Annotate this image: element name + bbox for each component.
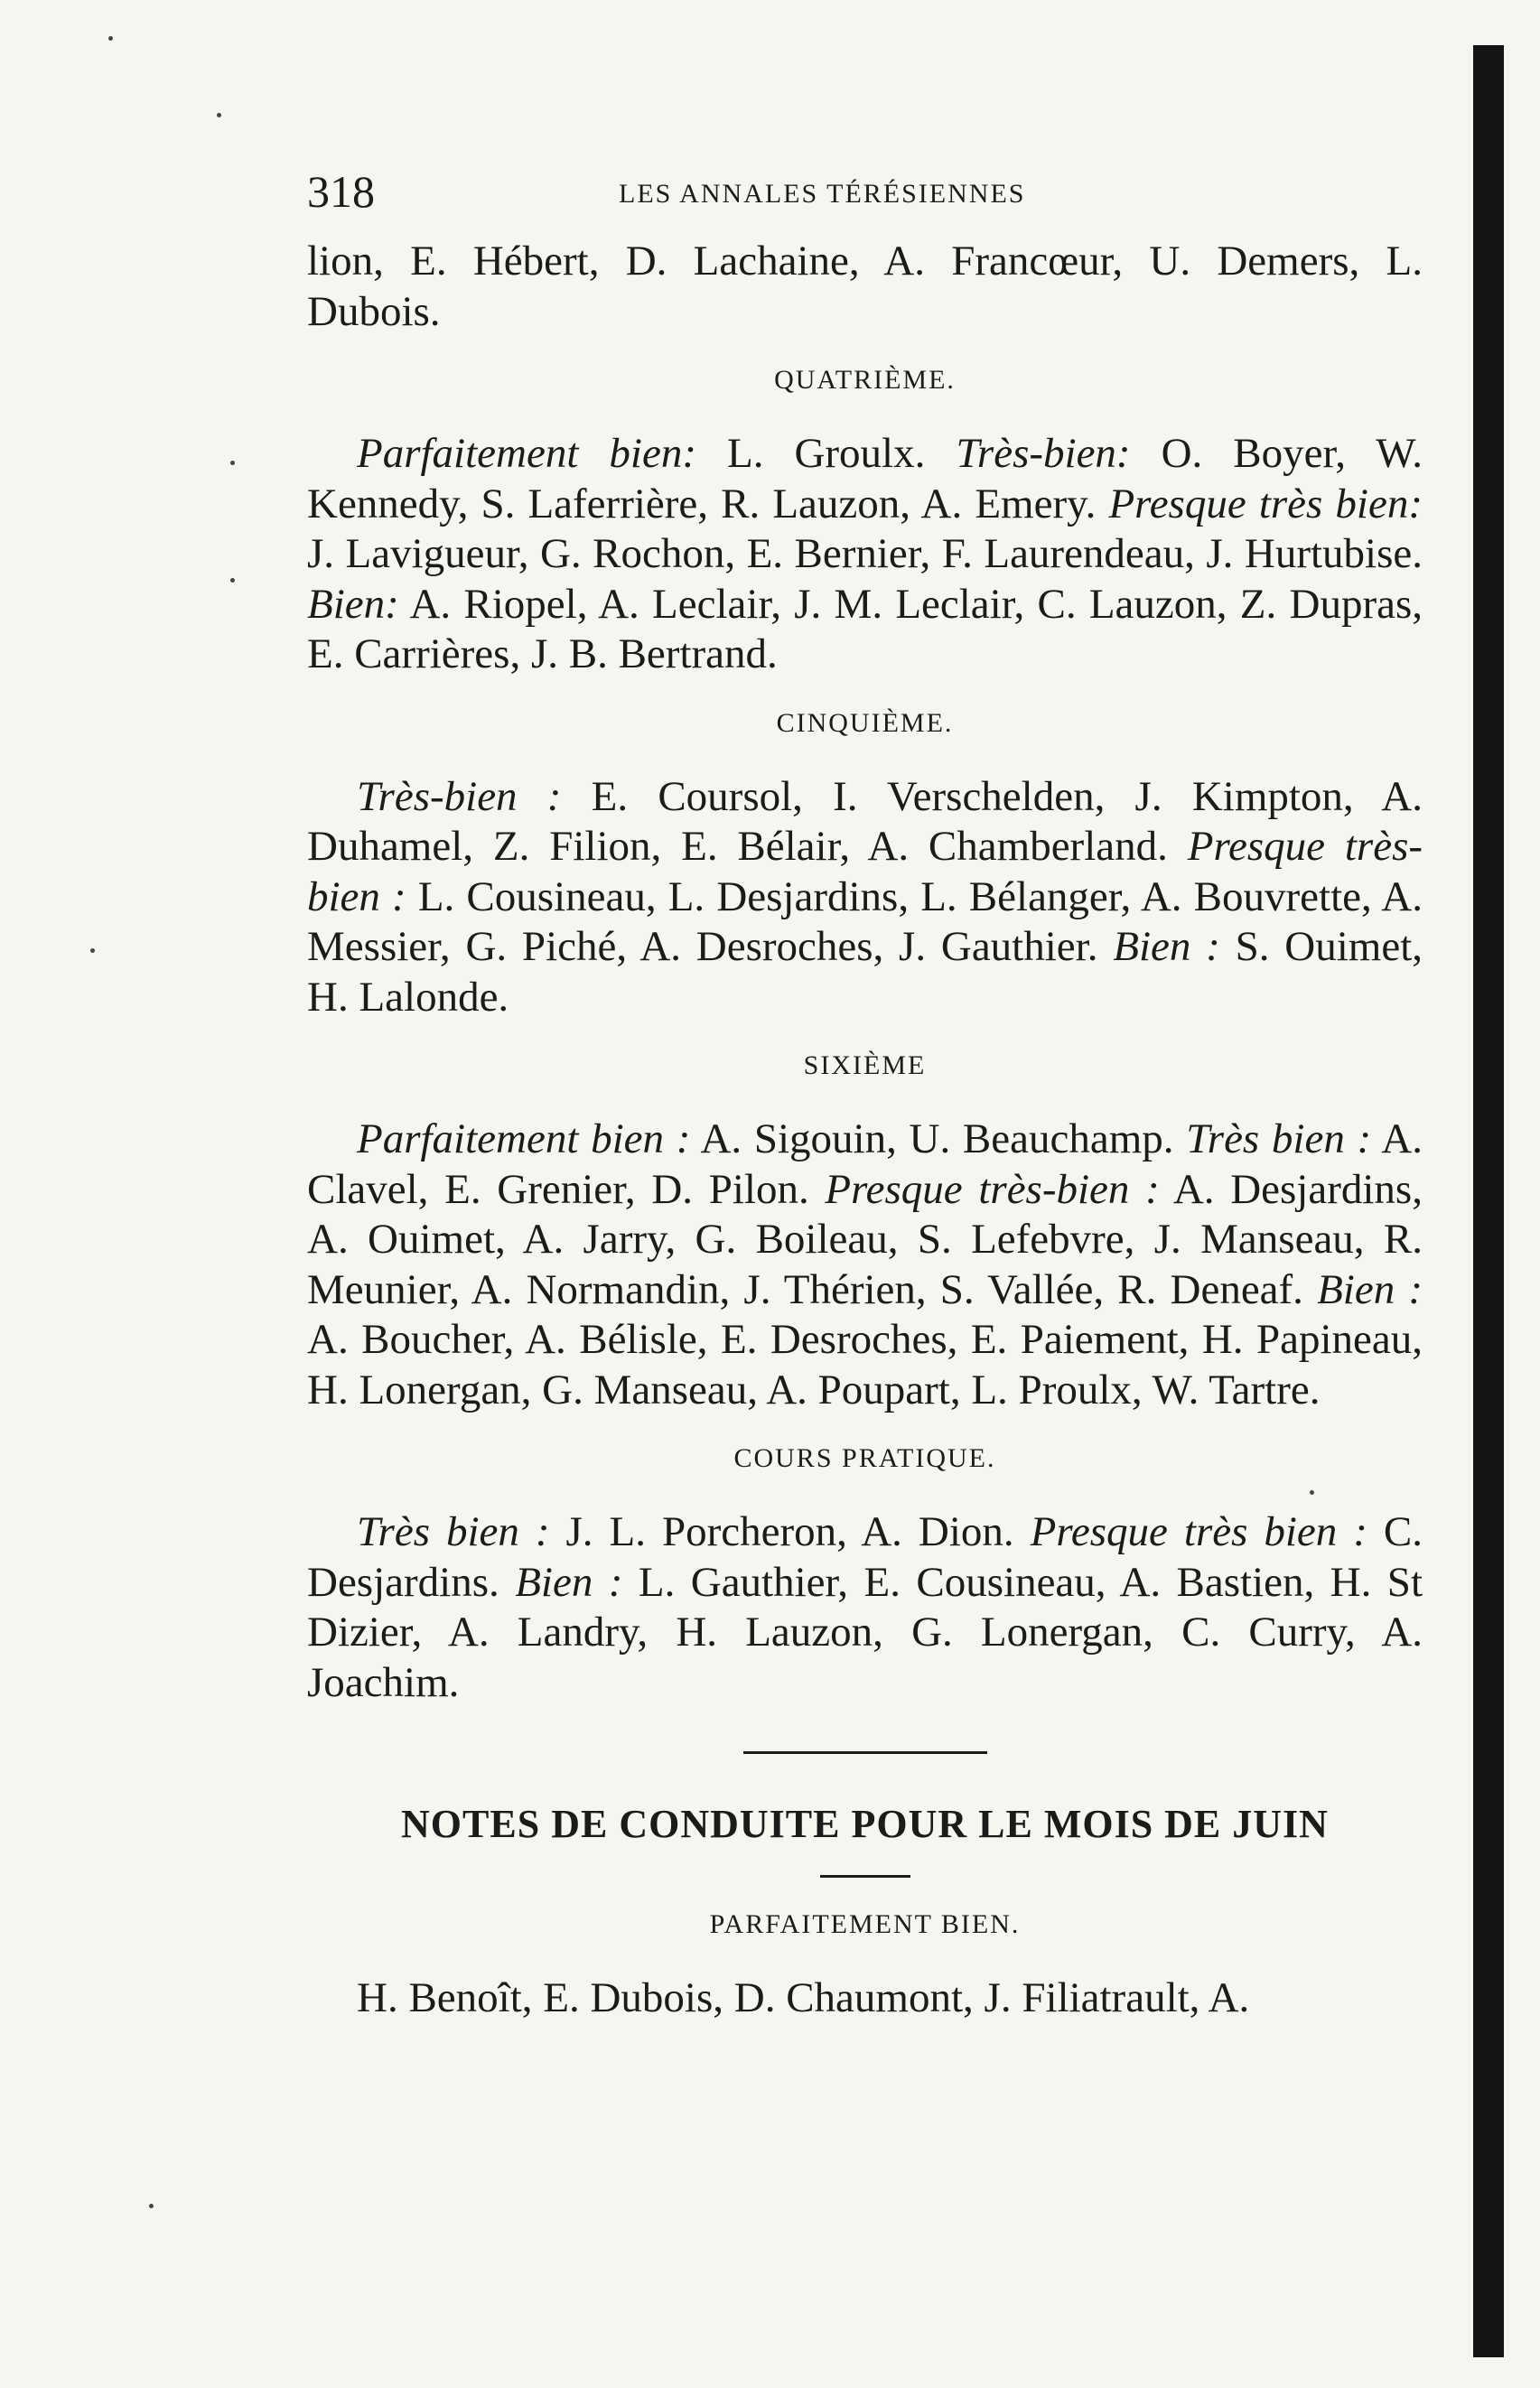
- conduite-paragraph: H. Benoît, E. Dubois, D. Chaumont, J. Filiatrault, A.: [357, 1974, 1250, 2021]
- grade-names: O. Boyer, W. Kennedy, S. Laferrière, R. Lauzon, A. Emery.: [307, 430, 1423, 527]
- cinquieme-paragraph: [307, 772, 1423, 1023]
- grade-names: C. Desjardins.: [307, 1508, 1423, 1606]
- scan-speck: [108, 36, 113, 41]
- grade-names: A. Desjardins, A. Ouimet, A. Jarry, G. Boileau, S. Lefebvre, J. Manseau, R. Meunier, A. Normandin, J. Thérien, S. Vallée, R. Deneaf.: [307, 1165, 1423, 1313]
- grade-names: J. L. Porcheron, A. Dion.: [549, 1508, 1031, 1555]
- grade-names: L. Groulx.: [695, 430, 957, 477]
- grade-names: A. Sigouin, U. Beauchamp.: [690, 1115, 1187, 1162]
- quatrieme-paragraph: [307, 429, 1423, 680]
- grade-label: Très-bien:: [956, 430, 1131, 477]
- scan-speck: [90, 948, 95, 953]
- grade-label: Presque très bien :: [1030, 1508, 1367, 1555]
- grade-label: Bien :: [515, 1558, 623, 1606]
- grade-names: A. Riopel, A. Leclair, J. M. Leclair, C. Lauzon, Z. Dupras, E. Carrières, J. B. Bertrand.: [307, 580, 1423, 677]
- page-number: 318: [307, 166, 375, 217]
- running-title: LES ANNALES TÉRÉSIENNES: [619, 179, 1026, 209]
- grade-names: E. Coursol, I. Verschelden, J. Kimpton, A. Duhamel, Z. Filion, E. Bélair, A. Chamberland.: [307, 772, 1423, 870]
- grade-label: Presque très-bien :: [307, 823, 1423, 920]
- grade-names: A. Boucher, A. Bélisle, E. Desroches, E. Paiement, H. Papineau, H. Lonergan, G. Manseau, A. Poupart, L. Proulx, W. Tartre.: [307, 1316, 1423, 1413]
- section-heading-cours-pratique: COURS PRATIQUE.: [733, 1443, 996, 1473]
- grade-names: J. Lavigueur, G. Rochon, E. Bernier, F. Laurendeau, J. Hurtubise.: [307, 530, 1423, 577]
- scan-speck: [230, 578, 235, 583]
- section-heading-parfaitement-bien: PARFAITEMENT BIEN.: [709, 1909, 1021, 1939]
- grade-label: Bien:: [307, 580, 399, 628]
- section-heading-sixieme: SIXIÈME: [803, 1050, 927, 1080]
- section-divider: [743, 1751, 987, 1754]
- heading-underline: [820, 1875, 910, 1878]
- conduite-heading: NOTES DE CONDUITE POUR LE MOIS DE JUIN: [401, 1802, 1329, 1846]
- grade-label: Très bien :: [1186, 1115, 1372, 1162]
- grade-names: L. Cousineau, L. Desjardins, L. Bélanger, A. Bouvrette, A. Messier, G. Piché, A. Desroches, J. Gauthier.: [307, 872, 1423, 970]
- page-header: [307, 164, 1418, 219]
- grade-label: Presque très bien:: [1108, 480, 1423, 527]
- scan-speck: [149, 2204, 154, 2208]
- grade-label: Très bien :: [357, 1508, 550, 1555]
- grade-names: L. Gauthier, E. Cousineau, A. Bastien, H. St Dizier, A. Landry, H. Lauzon, G. Lonergan, C. Curry, A. Joachim.: [307, 1558, 1423, 1706]
- grade-label: Parfaitement bien :: [357, 1115, 691, 1162]
- grade-names: S. Ouimet, H. Lalonde.: [307, 923, 1423, 1021]
- grade-label: Parfaitement bien:: [357, 430, 696, 477]
- grade-label: Très-bien :: [357, 772, 562, 820]
- intro-paragraph: lion, E. Hébert, D. Lachaine, A. Francœur, U. Demers, L. Dubois.: [307, 238, 1423, 335]
- grade-label: Bien :: [1113, 923, 1220, 970]
- grade-label: Bien :: [1317, 1265, 1423, 1313]
- grade-label: Presque très-bien :: [825, 1165, 1160, 1213]
- page-edge: [1473, 45, 1504, 2357]
- grade-names: A. Clavel, E. Grenier, D. Pilon.: [307, 1115, 1423, 1213]
- section-heading-cinquieme: CINQUIÈME.: [776, 707, 954, 738]
- cours-pratique-paragraph: [307, 1507, 1423, 1708]
- page-content: [307, 237, 1423, 2024]
- scan-speck: [217, 113, 221, 117]
- section-heading-quatrieme: QUATRIÈME.: [774, 365, 956, 395]
- sixieme-paragraph: [307, 1115, 1423, 1415]
- scan-speck: [230, 461, 235, 465]
